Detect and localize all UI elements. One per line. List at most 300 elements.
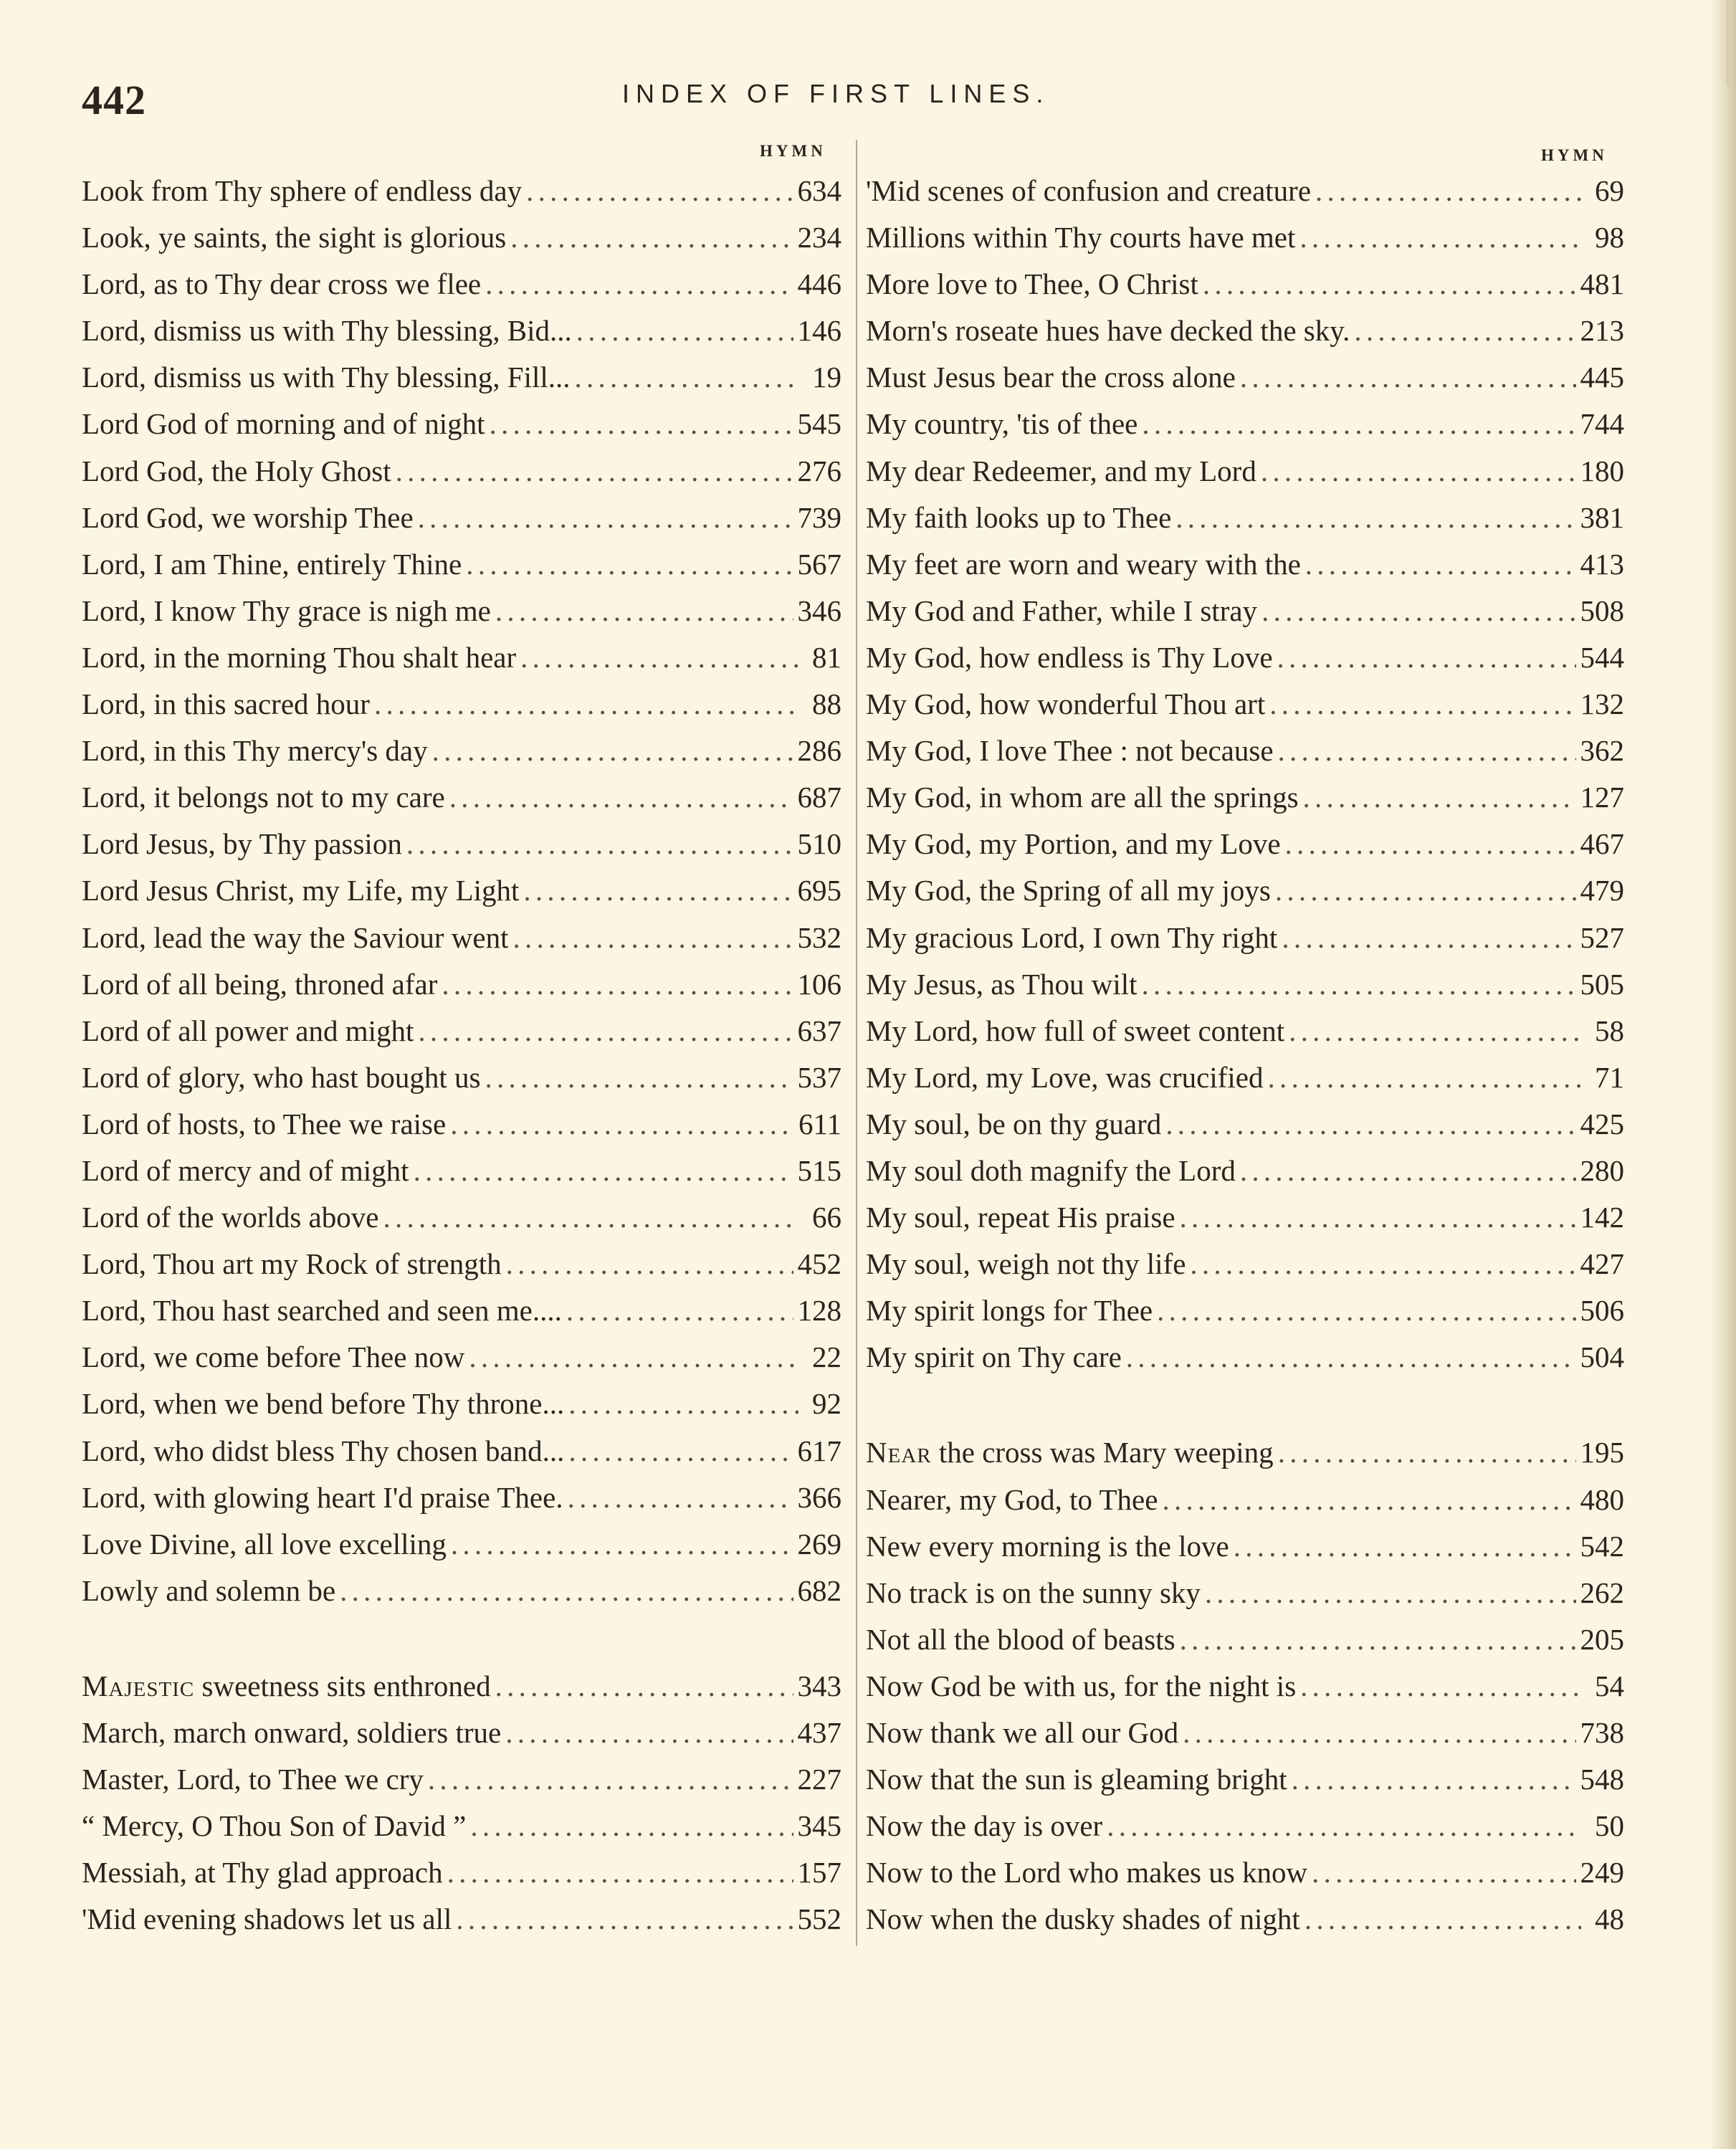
first-line-text [866, 687, 1265, 721]
dot-leader [447, 1855, 793, 1890]
hymn-number: 427 [1580, 1247, 1624, 1281]
first-line-rest: Now to the Lord who makes us know [866, 1856, 1308, 1890]
hymn-number: 634 [797, 174, 841, 207]
first-line-text [866, 967, 1138, 1001]
first-line-text [866, 1715, 1178, 1750]
hymn-number: 54 [1595, 1669, 1624, 1702]
first-line-text [866, 1482, 1158, 1517]
index-entry [866, 1482, 1624, 1529]
first-line-text [866, 1669, 1296, 1703]
hymn-number: 505 [1580, 967, 1624, 1001]
left-column [82, 173, 841, 1948]
index-entry [866, 547, 1624, 594]
dot-leader [449, 780, 793, 814]
dot-leader [1282, 920, 1575, 955]
dot-leader [510, 220, 793, 254]
hymn-number: 506 [1580, 1294, 1624, 1328]
dot-leader [1126, 1340, 1576, 1374]
index-entry [82, 687, 841, 733]
index-entry [866, 313, 1624, 360]
hymn-number: 128 [797, 1294, 841, 1328]
first-line-rest: Lord, Thou hast searched and seen me.... [82, 1294, 562, 1328]
hymn-number: 98 [1595, 221, 1624, 254]
first-line-rest: Morn's roseate hues have decked the sky. [866, 314, 1350, 348]
index-entry [866, 733, 1624, 780]
first-line-rest: My soul, be on thy guard [866, 1107, 1162, 1140]
first-line-text [82, 1340, 464, 1374]
dot-leader [1180, 1200, 1576, 1234]
dot-leader [1292, 1762, 1576, 1796]
first-line-text [82, 687, 370, 721]
dot-leader [505, 1715, 793, 1750]
dot-leader [1299, 220, 1581, 254]
hymn-number: 510 [797, 827, 841, 861]
hymn-number: 71 [1595, 1060, 1624, 1094]
hymn-number: 106 [797, 967, 841, 1001]
first-line-rest: Lord, Thou art my Rock of strength [82, 1247, 502, 1281]
first-line-text [82, 454, 391, 488]
index-entry [82, 1480, 841, 1527]
first-line-rest: My God, how endless is Thy Love [866, 640, 1273, 674]
first-line-rest: Lord, in the morning Thou shalt hear [82, 640, 517, 674]
dot-leader [1183, 1715, 1575, 1750]
dot-leader [485, 1060, 793, 1095]
index-entry [82, 873, 841, 920]
first-line-text [866, 313, 1350, 348]
first-line-rest: Lord of all power and might [82, 1014, 414, 1047]
hymn-number: 269 [797, 1527, 841, 1560]
page-number: 442 [82, 77, 146, 123]
dot-leader [1203, 267, 1576, 301]
first-line-text [82, 733, 428, 768]
left-column-heading: HYMN [760, 142, 826, 160]
first-line-text [866, 594, 1257, 628]
first-line-rest: March, march onward, soldiers true [82, 1716, 502, 1749]
index-entry [82, 313, 841, 360]
index-entry [82, 826, 841, 873]
index-entry [866, 780, 1624, 826]
first-line-rest: 'Mid scenes of confusion and creature [866, 174, 1312, 207]
dot-leader [450, 1107, 794, 1141]
index-entry [866, 1153, 1624, 1200]
first-line-rest: Millions within Thy courts have met [866, 221, 1296, 254]
first-line-text [866, 1293, 1153, 1328]
first-line-text [866, 1247, 1186, 1281]
first-line-text [866, 1014, 1284, 1048]
hymn-number: 69 [1595, 174, 1624, 207]
dot-leader [485, 267, 793, 301]
first-line-rest: Lord, we come before Thee now [82, 1340, 465, 1374]
first-line-text [866, 500, 1171, 535]
hymn-number: 205 [1580, 1622, 1624, 1656]
dot-leader [1107, 1809, 1581, 1843]
index-entry [82, 1762, 841, 1809]
small-caps-initial: Near [866, 1436, 932, 1469]
hymn-number: 611 [798, 1107, 841, 1140]
first-line-text [82, 1762, 424, 1796]
first-line-text [866, 220, 1295, 254]
hymn-number: 532 [797, 920, 841, 954]
index-entry [866, 1622, 1624, 1669]
first-line-rest: Lord, dismiss us with Thy blessing, Fill... [82, 361, 571, 394]
first-line-text [866, 1809, 1102, 1843]
dot-leader [568, 1480, 793, 1515]
hymn-number: 157 [797, 1856, 841, 1890]
index-entry [866, 1107, 1624, 1153]
dot-leader [414, 1153, 793, 1188]
dot-leader [1354, 313, 1575, 348]
first-line-rest: Lord, lead the way the Saviour went [82, 920, 509, 954]
first-line-text [82, 826, 402, 861]
column-divider [856, 140, 857, 1946]
hymn-number: 346 [797, 594, 841, 627]
index-entry [82, 547, 841, 594]
first-line-rest: 'Mid evening shadows let us all [82, 1902, 452, 1936]
hymn-number: 92 [812, 1387, 841, 1421]
first-line-rest: My Jesus, as Thou wilt [866, 967, 1138, 1001]
index-entry [866, 1529, 1624, 1576]
dot-leader [1275, 873, 1576, 907]
hymn-number: 234 [797, 221, 841, 254]
first-line-rest: My spirit on Thy care [866, 1340, 1122, 1374]
first-line-rest: Look from Thy sphere of endless day [82, 174, 523, 207]
first-line-rest: Master, Lord, to Thee we cry [82, 1763, 424, 1796]
first-line-rest: My faith looks up to Thee [866, 500, 1172, 534]
hymn-number: 542 [1580, 1529, 1624, 1563]
first-line-rest: New every morning is the love [866, 1529, 1229, 1563]
hymn-number: 504 [1580, 1340, 1624, 1374]
first-line-rest: Lord Jesus, by Thy passion [82, 827, 402, 861]
dot-leader [566, 1293, 793, 1328]
first-line-rest: Lord, with glowing heart I'd praise Thee. [82, 1480, 563, 1514]
first-line-text [866, 173, 1311, 208]
first-line-text [866, 1902, 1300, 1936]
dot-leader [495, 594, 793, 628]
first-line-rest: Now thank we all our God [866, 1716, 1179, 1749]
hymn-number: 452 [797, 1247, 841, 1281]
first-line-text [82, 220, 506, 254]
hymn-number: 81 [812, 640, 841, 674]
dot-leader [432, 733, 793, 768]
index-entry [82, 1855, 841, 1902]
index-entry [866, 1715, 1624, 1762]
dot-leader [1205, 1576, 1576, 1610]
index-entry [866, 1435, 1624, 1482]
hymn-number: 22 [812, 1340, 841, 1374]
first-line-text [866, 733, 1274, 768]
dot-leader [406, 826, 793, 861]
first-line-text [82, 1527, 447, 1561]
dot-leader [1303, 780, 1576, 814]
hymn-number: 544 [1580, 640, 1624, 674]
index-entry [82, 1060, 841, 1107]
hymn-number: 637 [797, 1014, 841, 1047]
first-line-text [82, 1715, 501, 1750]
hymn-number: 552 [797, 1902, 841, 1936]
dot-leader [1142, 967, 1576, 1001]
index-entry [866, 1576, 1624, 1622]
index-entry [82, 1527, 841, 1573]
first-line-text [866, 360, 1236, 394]
first-line-text [82, 1060, 480, 1095]
index-entry [866, 1855, 1624, 1902]
index-entry [82, 1153, 841, 1200]
dot-leader [1278, 1435, 1576, 1469]
hymn-number: 479 [1580, 874, 1624, 907]
first-line-text [82, 1669, 491, 1703]
first-line-text [82, 267, 481, 301]
hymn-number: 19 [812, 361, 841, 394]
hymn-number: 366 [797, 1480, 841, 1514]
first-line-text [82, 1902, 452, 1936]
hymn-number: 66 [812, 1201, 841, 1234]
first-line-text [82, 873, 519, 907]
hymn-number: 537 [797, 1060, 841, 1094]
index-entry [82, 1902, 841, 1948]
small-caps-initial: Majestic [82, 1669, 195, 1702]
hymn-number: 343 [797, 1669, 841, 1702]
first-line-text [82, 1386, 564, 1421]
index-entry [866, 173, 1624, 220]
running-head: INDEX OF FIRST LINES. [622, 79, 1050, 108]
index-entry [866, 220, 1624, 267]
dot-leader [568, 1386, 798, 1421]
hymn-number: 58 [1595, 1014, 1624, 1047]
index-entry [82, 1669, 841, 1715]
first-line-rest: Lord of glory, who hast bought us [82, 1060, 481, 1094]
hymn-number: 508 [1580, 594, 1624, 627]
hymn-number: 345 [797, 1809, 841, 1843]
dot-leader [1269, 687, 1575, 721]
first-line-text [866, 1762, 1287, 1796]
index-entry [866, 1340, 1624, 1386]
first-line-rest: My God, in whom are all the springs [866, 781, 1299, 814]
hymn-number: 617 [797, 1434, 841, 1467]
hymn-number: 480 [1580, 1482, 1624, 1516]
hymn-number: 567 [797, 547, 841, 581]
dot-leader [1261, 454, 1576, 488]
first-line-text [82, 967, 437, 1001]
hymn-number: 276 [797, 454, 841, 487]
first-line-rest: No track is on the sunny sky [866, 1576, 1201, 1609]
first-line-rest: Lord Jesus Christ, my Life, my Light [82, 874, 520, 907]
dot-leader [428, 1762, 793, 1796]
first-line-rest: My God, the Spring of all my joys [866, 874, 1271, 907]
index-entry [866, 1060, 1624, 1107]
hymn-number: 88 [812, 687, 841, 721]
dot-leader [1162, 1482, 1575, 1517]
first-line-rest: Lord God, the Holy Ghost [82, 454, 391, 487]
dot-leader [1277, 640, 1576, 675]
first-line-text [866, 1622, 1175, 1657]
first-line-rest: Lord, dismiss us with Thy blessing, Bid... [82, 314, 572, 348]
index-entry [82, 267, 841, 313]
first-line-rest: Lord, as to Thy dear cross we flee [82, 267, 482, 301]
dot-leader [418, 500, 793, 535]
first-line-rest: Lord of the worlds above [82, 1201, 379, 1234]
dot-leader [1142, 406, 1575, 441]
hymn-number: 280 [1580, 1153, 1624, 1187]
first-line-text [82, 406, 485, 441]
hymn-number: 425 [1580, 1107, 1624, 1140]
index-entry [866, 1247, 1624, 1293]
first-line-rest: My soul doth magnify the Lord [866, 1153, 1236, 1187]
index-entry [82, 640, 841, 687]
hymn-number: 127 [1580, 781, 1624, 814]
index-entry [866, 454, 1624, 500]
index-entry [82, 500, 841, 547]
dot-leader [1305, 547, 1576, 581]
dot-leader [1285, 826, 1576, 861]
index-entry [866, 594, 1624, 640]
first-line-text [82, 360, 571, 394]
dot-leader [1180, 1622, 1576, 1657]
first-line-text [82, 640, 516, 675]
dot-leader [1165, 1107, 1575, 1141]
first-line-rest: Now God be with us, for the night is [866, 1669, 1297, 1702]
hymn-number: 213 [1580, 314, 1624, 348]
index-entry [82, 173, 841, 220]
first-line-text [866, 1200, 1175, 1234]
first-line-rest: Look, ye saints, the sight is glorious [82, 221, 507, 254]
index-entry [866, 873, 1624, 920]
index-entry [82, 780, 841, 826]
first-line-rest: Lord, I am Thine, entirely Thine [82, 547, 462, 581]
first-line-text [82, 920, 508, 955]
first-line-rest: Nearer, my God, to Thee [866, 1482, 1158, 1516]
first-line-rest: My God and Father, while I stray [866, 594, 1258, 627]
index-entry [82, 967, 841, 1014]
first-line-rest: My God, I love Thee : not because [866, 734, 1274, 768]
first-line-text [866, 406, 1138, 441]
index-entry [866, 360, 1624, 406]
dot-leader [374, 687, 798, 721]
dot-leader [526, 173, 793, 208]
first-line-rest: My spirit longs for Thee [866, 1294, 1153, 1328]
index-entry [82, 1434, 841, 1480]
first-line-rest: Messiah, at Thy glad approach [82, 1856, 443, 1890]
first-line-rest: Lord, it belongs not to my care [82, 781, 445, 814]
hymn-number: 739 [797, 500, 841, 534]
dot-leader [520, 640, 798, 675]
index-entry [82, 1386, 841, 1433]
index-entry [82, 220, 841, 267]
dot-leader [523, 873, 793, 907]
index-entry [866, 1762, 1624, 1809]
first-line-rest: My country, 'tis of thee [866, 407, 1138, 441]
index-entry [866, 640, 1624, 687]
first-line-text [866, 826, 1281, 861]
first-line-text [82, 313, 572, 348]
hymn-number: 146 [797, 314, 841, 348]
first-line-text [82, 1293, 562, 1328]
first-line-rest: Lowly and solemn be [82, 1573, 336, 1607]
index-entry [866, 1200, 1624, 1247]
dot-leader [442, 967, 793, 1001]
first-line-text [866, 1340, 1122, 1374]
first-line-rest: Lord, when we bend before Thy throne... [82, 1387, 565, 1421]
dot-leader [383, 1200, 798, 1234]
dot-leader [1240, 1153, 1576, 1188]
hymn-number: 515 [797, 1153, 841, 1187]
hymn-number: 445 [1580, 361, 1624, 394]
hymn-number: 545 [797, 407, 841, 441]
page-edge-shadow [1712, 0, 1736, 2149]
first-line-rest: Now the day is over [866, 1809, 1103, 1843]
dot-leader [1267, 1060, 1581, 1095]
index-entry [82, 1293, 841, 1340]
dot-leader [469, 1340, 798, 1374]
index-entry [82, 1573, 841, 1620]
first-line-rest: Lord of mercy and of might [82, 1153, 409, 1187]
dot-leader [1157, 1293, 1575, 1328]
hymn-number: 481 [1580, 267, 1624, 301]
first-line-text [82, 1014, 414, 1048]
index-entry [866, 1809, 1624, 1855]
first-line-text [82, 1809, 466, 1843]
first-line-text [82, 1247, 502, 1281]
dot-leader [1240, 360, 1576, 394]
first-line-text [866, 780, 1299, 814]
first-line-text [866, 267, 1198, 301]
first-line-text [866, 640, 1273, 675]
dot-leader [1262, 594, 1575, 628]
first-line-rest: Lord, in this sacred hour [82, 687, 370, 721]
index-entry [866, 826, 1624, 873]
index-entry [82, 594, 841, 640]
dot-leader [576, 313, 793, 348]
index-entry [866, 920, 1624, 967]
first-line-text [82, 780, 445, 814]
index-entry [866, 1293, 1624, 1340]
dot-leader [1289, 1014, 1581, 1048]
hymn-number: 687 [797, 781, 841, 814]
first-line-text [82, 173, 522, 208]
first-line-rest: Now that the sun is gleaming bright [866, 1763, 1287, 1796]
index-entry [82, 360, 841, 406]
index-entry [866, 1669, 1624, 1715]
index-entry [866, 967, 1624, 1014]
dot-leader [340, 1573, 793, 1608]
index-entry [866, 1014, 1624, 1060]
index-entry [82, 406, 841, 453]
index-entry [866, 406, 1624, 453]
first-line-rest: More love to Thee, O Christ [866, 267, 1198, 301]
first-line-rest: My Lord, how full of sweet content [866, 1014, 1285, 1047]
dot-leader [1190, 1247, 1575, 1281]
first-line-rest: Not all the blood of beasts [866, 1622, 1175, 1656]
first-line-rest: Lord, in this Thy mercy's day [82, 734, 428, 768]
dot-leader [396, 454, 793, 488]
first-line-text [82, 1107, 446, 1141]
dot-leader [495, 1669, 793, 1703]
first-line-text [82, 1480, 563, 1515]
hymn-number: 467 [1580, 827, 1624, 861]
first-line-rest: sweetness sits enthroned [194, 1669, 491, 1702]
hymn-number: 446 [797, 267, 841, 301]
first-line-rest: My God, how wonderful Thou art [866, 687, 1266, 721]
first-line-text [82, 1153, 409, 1188]
dot-leader [568, 1434, 793, 1468]
first-line-text [866, 873, 1271, 907]
index-entry [82, 1200, 841, 1247]
first-line-rest: Love Divine, all love excelling [82, 1527, 447, 1560]
right-column-heading: HYMN [1541, 146, 1608, 164]
hymn-number: 744 [1580, 407, 1624, 441]
first-line-rest: My dear Redeemer, and my Lord [866, 454, 1256, 487]
first-line-text [866, 1855, 1307, 1890]
hymn-number: 132 [1580, 687, 1624, 721]
